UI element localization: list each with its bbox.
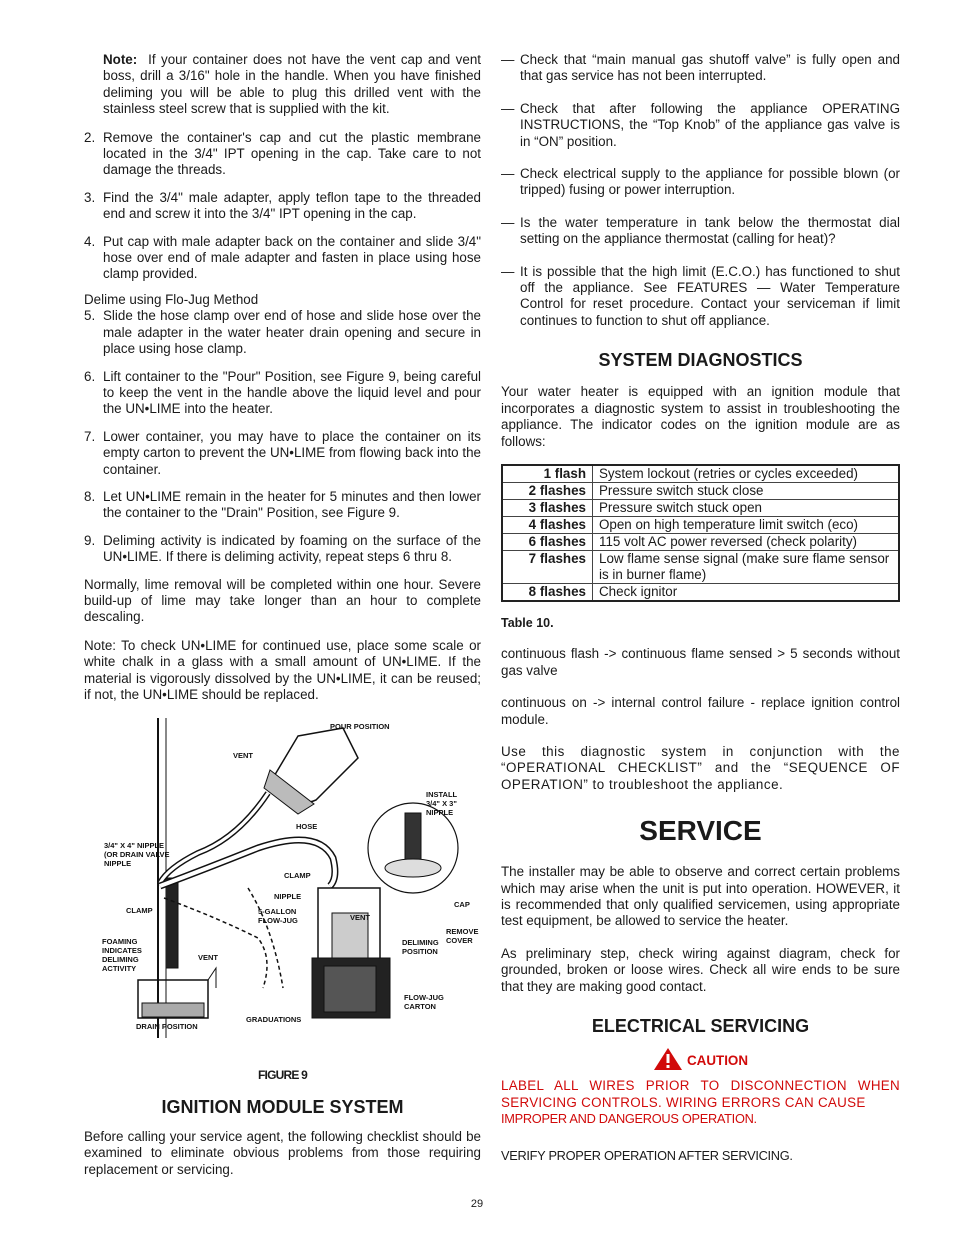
label-remove: REMOVE [446, 927, 479, 936]
code-cell: 7 flashes [502, 550, 593, 583]
label-position: POSITION [402, 947, 438, 956]
continuous-on-paragraph: continuous on -> internal control failure - replace ignition control module. [501, 695, 900, 727]
code-cell: 6 flashes [502, 533, 593, 550]
code-cell: 1 flash [502, 465, 593, 483]
table-row [502, 465, 899, 483]
ignition-heading: IGNITION MODULE SYSTEM [161, 1097, 404, 1117]
electrical-servicing-heading: ELECTRICAL SERVICING [591, 1016, 810, 1036]
table-caption: Table 10. [501, 615, 554, 630]
figure-caption: FIGURE 9 [258, 1068, 307, 1082]
label-foaming-4: ACTIVITY [102, 964, 137, 973]
step-text: Let UN•LIME remain in the heater for 5 minutes and then lower the container to the "Drain" Position, see Figure 9. [103, 488, 481, 521]
label-drain-position: DRAIN POSITION [136, 1022, 198, 1031]
label-flojug-2: FLOW-JUG [258, 916, 298, 925]
deliming-diagram [98, 718, 488, 1038]
step-number: 8. [84, 488, 96, 504]
label-flojug-1: 5-GALLON [258, 907, 297, 916]
label-vent-low: VENT [198, 953, 219, 962]
label-cover: COVER [446, 936, 473, 945]
code-cell: 8 flashes [502, 583, 593, 601]
table-row [502, 583, 899, 601]
checklist-text: Check electrical supply to the appliance for possible blown (or tripped) fusing or power interruption. [520, 166, 900, 198]
step-text: Put cap with male adapter back on the container and slide 3/4" hose over end of male adapter and fasten in place using hose clamp provided. [103, 233, 481, 282]
step-number: 6. [84, 368, 96, 384]
ignition-paragraph: Before calling your service agent, the following checklist should be examined to eliminate obvious problems from those requiring replacement or servicing. [84, 1129, 481, 1177]
note-text: If your container does not have the vent cap and vent boss, drill a 3/16" hole in the handle. When you have finished deliming you will be able to plug this drilled vent with the stainless steel screw that is supplied with the kit. [103, 52, 481, 117]
description-cell: System lockout (retries or cycles exceeded) [593, 465, 900, 483]
label-cap: CAP [454, 900, 470, 909]
checklist-item [501, 101, 900, 150]
step-text: Lower container, you may have to place the container on its empty carton to prevent the UN•LIME from flowing back into the container. [103, 428, 481, 477]
step-text: Deliming activity is indicated by foaming on the surface of the UN•LIME. If there is deliming activity, repeat steps 6 thru 8. [103, 532, 481, 565]
list-item [84, 190, 481, 223]
caution-text: LABEL ALL WIRES PRIOR TO DISCONNECTION WHEN SERVICING CONTROLS. WIRING ERRORS CAN CAUSE [501, 1078, 900, 1110]
label-foaming-1: FOAMING [102, 937, 138, 946]
label-nipple: NIPPLE [274, 892, 302, 901]
description-cell: 115 volt AC power reversed (check polarity) [593, 533, 900, 550]
step-number: 5. [84, 308, 96, 324]
checklist-item [501, 166, 900, 199]
description-cell: Open on high temperature limit switch (eco) [593, 516, 900, 533]
continuous-flash-paragraph: continuous flash -> continuous flame sensed > 5 seconds without gas valve [501, 646, 900, 678]
dash: — [501, 166, 515, 182]
step-text: Slide the hose clamp over end of hose and slide hose over the male adapter in the water heater drain opening and secure in place using hose clamp. [103, 308, 481, 357]
service-heading: SERVICE [639, 815, 762, 847]
list-item [84, 234, 481, 283]
label-foaming-3: DELIMING [102, 955, 139, 964]
label-install-nipple: NIPPLE [426, 808, 454, 817]
label-deliming: DELIMING [402, 938, 439, 947]
code-cell: 2 flashes [502, 482, 593, 499]
description-cell: Pressure switch stuck close [593, 482, 900, 499]
diagnostics-paragraph: Your water heater is equipped with an ignition module that incorporates a diagnostic system to assist in troubleshooting the appliance. The indicator codes on the ignition module are as follows: [501, 384, 900, 449]
diagnostics-heading: SYSTEM DIAGNOSTICS [598, 350, 803, 371]
label-clamp-top: CLAMP [284, 871, 311, 880]
service-paragraph-2: As preliminary step, check wiring against diagram, check for grounded, broken or loose wires. Check all wire ends to be sure that they are making good contact. [501, 945, 900, 994]
step-text: Find the 3/4" male adapter, apply teflon tape to the threaded end and screw it into the 3/4" IPT opening in the cap. [103, 189, 481, 222]
checklist-item [501, 264, 900, 330]
unlime-check-paragraph: Note: To check UN•LIME for continued use, place some scale or white chalk in a glass with a small amount of UN•LIME. If the material is vigorously dissolved by the UN•LIME, it can be reused; if not, the UN•LIME should be replaced. [84, 637, 481, 702]
method-heading: Delime using Flo-Jug Method [84, 291, 259, 307]
checklist-text: It is possible that the high limit (E.C.O.) has functioned to shut off the appliance. See FEATURES — Water Temperature Control for reset procedure. Contact your serviceman if limit continues to function to shut off appliance. [520, 263, 900, 328]
table-row [502, 533, 899, 550]
list-item [84, 308, 481, 357]
label-clamp-left: CLAMP [126, 906, 153, 915]
caution-banner [501, 1047, 900, 1075]
label-vent-mid: VENT [350, 913, 371, 922]
page-number: 29 [470, 1198, 484, 1210]
ignition-section [84, 1096, 481, 1178]
note-label: Note: [103, 52, 138, 67]
step-text: Lift container to the "Pour" Position, see Figure 9, being careful to keep the vent in the handle above the liquid level and pour the UN•LIME into the heater. [103, 368, 481, 417]
step-number: 2. [84, 129, 96, 145]
checklist-text: Is the water temperature in tank below the thermostat dial setting on the appliance thermostat (calling for heat)? [520, 214, 900, 247]
label-hose: HOSE [296, 822, 318, 831]
label-carton-1: FLOW-JUG [404, 993, 444, 1002]
indicator-codes-table [501, 464, 900, 602]
label-install-size: 3/4" X 3" [426, 799, 457, 808]
list-item [84, 533, 481, 566]
step-number: 9. [84, 532, 96, 548]
label-pour-position: POUR POSITION [330, 722, 390, 731]
code-cell: 3 flashes [502, 499, 593, 516]
figure-9-illustration [98, 718, 488, 1038]
dash: — [501, 214, 515, 230]
dash: — [501, 100, 515, 116]
table-row [502, 499, 899, 516]
code-cell: 4 flashes [502, 516, 593, 533]
checklist-text: Check that after following the appliance OPERATING INSTRUCTIONS, the “Top Knob” of the appliance gas valve is in “ON” position. [520, 100, 900, 149]
label-nipple-drain-3: NIPPLE [104, 859, 132, 868]
list-item [84, 429, 481, 478]
caution-text-continued: IMPROPER AND DANGEROUS OPERATION. [501, 1111, 757, 1127]
description-cell: Pressure switch stuck open [593, 499, 900, 516]
checklist-item [501, 215, 900, 248]
left-column [84, 52, 481, 715]
label-nipple-drain-2: (OR DRAIN VALVE [104, 850, 170, 859]
caution-label: CAUTION [687, 1053, 748, 1068]
list-item [84, 130, 481, 179]
note-paragraph [84, 52, 481, 118]
figure-caption-block [84, 1067, 481, 1083]
lime-removal-paragraph: Normally, lime removal will be completed within one hour. Severe build-up of lime may take longer than an hour to complete descaling. [84, 576, 481, 625]
checklist-item [501, 52, 900, 85]
right-column [501, 52, 900, 1164]
dash: — [501, 263, 515, 279]
label-graduations: GRADUATIONS [246, 1015, 302, 1024]
label-carton-2: CARTON [404, 1002, 436, 1011]
verify-operation-text: VERIFY PROPER OPERATION AFTER SERVICING. [501, 1147, 793, 1163]
checklist-text: Check that “main manual gas shutoff valve” is fully open and that gas service has not been interrupted. [520, 52, 900, 84]
table-row [502, 482, 899, 499]
label-install: INSTALL [426, 790, 458, 799]
use-diagnostics-paragraph: Use this diagnostic system in conjunction with the “OPERATIONAL CHECKLIST” and the “SEQUENCE OF OPERATION” to troubleshoot the appliance. [501, 743, 900, 792]
dash: — [501, 52, 515, 67]
label-vent-top: VENT [233, 751, 254, 760]
table-row [502, 550, 899, 583]
step-number: 3. [84, 189, 96, 205]
table-row [502, 516, 899, 533]
step-text: Remove the container's cap and cut the plastic membrane located in the 3/4" IPT opening in the cap. Take care to not damage the threads. [103, 129, 481, 178]
service-paragraph-1: The installer may be able to observe and correct certain problems which may arise when the unit is put into operation. HOWEVER, it is recommended that only qualified servicemen, using appropriate test equipment, be allowed to service the heater. [501, 864, 900, 929]
warning-triangle-icon [653, 1047, 683, 1075]
description-cell: Low flame sense signal (make sure flame sensor is in burner flame) [593, 550, 900, 583]
label-nipple-drain-1: 3/4" X 4" NIPPLE [104, 841, 165, 850]
list-item [84, 369, 481, 418]
step-number: 4. [84, 233, 96, 249]
list-item [84, 489, 481, 522]
step-number: 7. [84, 428, 96, 444]
label-foaming-2: INDICATES [102, 946, 142, 955]
description-cell: Check ignitor [593, 583, 900, 601]
